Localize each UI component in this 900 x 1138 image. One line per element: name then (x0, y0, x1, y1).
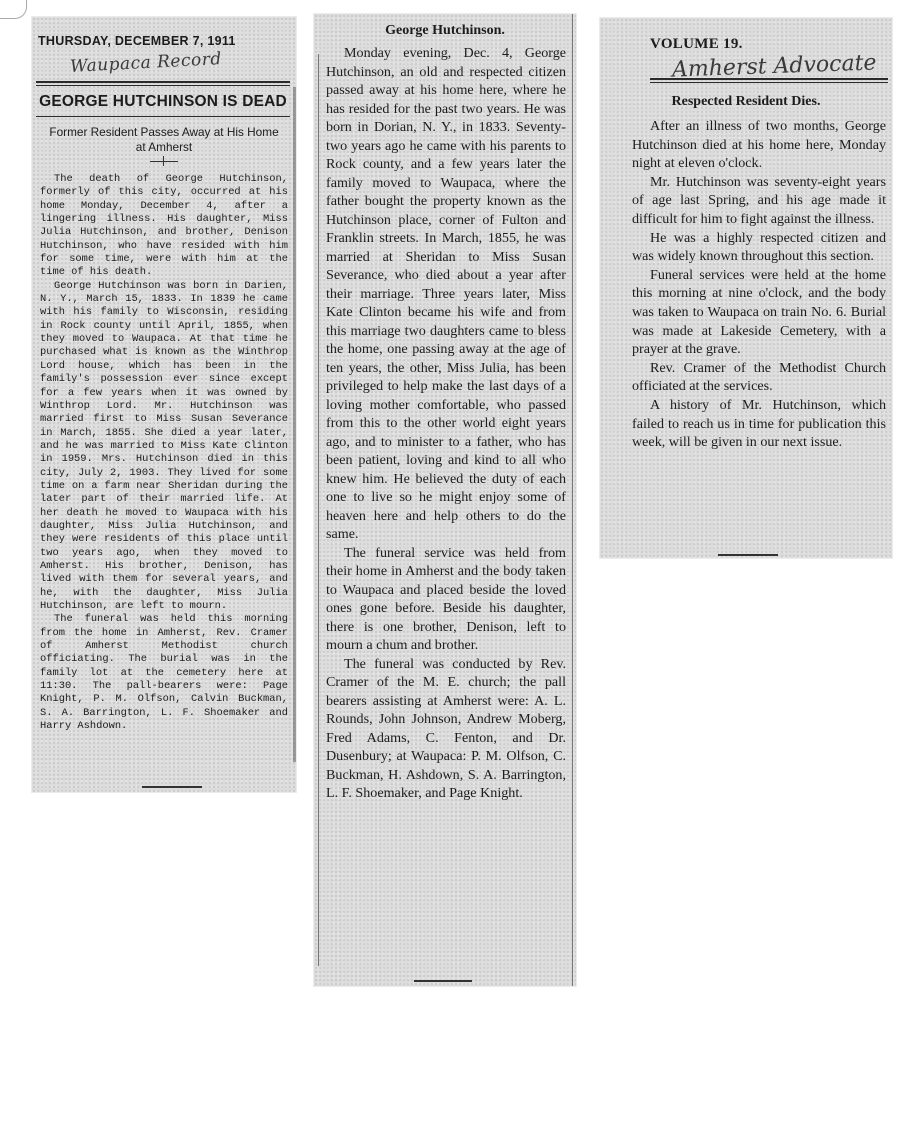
paragraph: He was a highly respected citizen and was widely known throughout this section. (632, 229, 886, 265)
clipping-george-hutchinson (314, 14, 576, 986)
corner-pencil-mark (0, 0, 27, 19)
handwritten-source-note: Amherst Advocate (671, 50, 877, 83)
paragraph: Monday evening, Dec. 4, George Hutchinson, an old and respected citizen passed away at his home here, where he has resided for the past two years. He was born in Dorian, N. Y., in 1833. Seventy-two years ago he came with his parents to Rock county, and a few years later the family moved to Waupaca, where the father bought the property known as the Hutchinson place, corner of Fulton and Franklin streets. In March, 1855, he was married at Sheridan to Miss Susan Severance, who died about a year after their marriage. Three years later, Miss Kate Clinton became his wife and from this marriage two daughters came to bless the home, one passing away at the age of ten years, the other, Miss Julia, has been privileged to help make the last days of a loving mother comfortable, who passed from this to the other world eight years ago, and to minister to a father, who has been patient, loving and kind to all who knew him. He believed the duty of each one to live so he might enjoy some of heaven here and help others to do the same. (326, 45, 566, 542)
paragraph: Funeral services were held at the home this morning at nine o'clock, and the body was taken to Waupaca on train No. 6. Burial was made at Lakeside Cemetery, with a prayer at the grave. (632, 266, 886, 358)
end-rule (718, 554, 778, 556)
paragraph: George Hutchinson was born in Darien, N. Y., March 15, 1833. In 1839 he came with his family to Wisconsin, residing in Rock county until April, 1855, when they moved to Waupaca. At that time he purchased what is known as the Winthrop Lord house, which has been in the family's possession ever since except for a few years when it was owned by Winthrop Lord. Mr. Hutchinson was married first to Miss Susan Severance in March, 1855. She died a year later, and he was married to Miss Kate Clinton in 1959. Mrs. Hutchinson died in this city, July 2, 1903. They lived for some time on a farm near Sheridan during the later part of their married life. At her death he moved to Waupaca with his daughter, Miss Julia Hutchinson, and they were residents of this place until two years ago, when they moved to Amherst. His brother, Denison, has lived with them for several years, and he, with the daughter, Miss Julia Hutchinson, are left to mourn. (40, 279, 288, 612)
article-title: George Hutchinson. (385, 23, 505, 38)
end-rule (414, 980, 472, 982)
header-rule (650, 78, 888, 80)
volume-label: VOLUME 19. (650, 36, 743, 52)
header-rule (36, 81, 290, 83)
article-body (326, 44, 566, 803)
headline: GEORGE HUTCHINSON IS DEAD (39, 93, 287, 110)
paragraph: The funeral service was held from their home in Amherst and the body taken to Waupaca and placed beside the loved ones gone before. Beside his daughter, there is one brother, Denison, left to mourn a chum and brother. (326, 544, 566, 653)
paragraph: Rev. Cramer of the Methodist Church officiated at the services. (632, 359, 886, 395)
paragraph: After an illness of two months, George Hutchinson died at his home here, Monday night at eleven o'clock. (632, 118, 886, 172)
header-rule-thin (36, 85, 290, 86)
column-edge-right (572, 14, 573, 986)
article-body (632, 117, 886, 452)
headline: Respected Resident Dies. (671, 94, 821, 109)
header-rule-thin (650, 82, 888, 83)
subheadline: Former Resident Passes Away at His Home at Amherst (49, 125, 279, 154)
ornament-divider (150, 161, 178, 162)
clipping-waupaca-record (32, 17, 296, 792)
headline-rule (36, 116, 290, 117)
paragraph: Mr. Hutchinson was seventy-eight years of age last Spring, and his age made it difficult for him to fight against the illness. (632, 173, 886, 227)
clipping-edge (293, 87, 296, 762)
paragraph: The funeral was held this morning from the home in Amherst, Rev. Cramer of Amherst Methodist church officiating. The burial was in the family lot at the cemetery here at 11:30. The pall-bearers were: Page Knight, P. M. Olfson, Calvin Buckman, S. A. Barrington, L. F. Shoemaker and Harry Ashdown. (40, 613, 288, 733)
column-edge-left (318, 54, 319, 966)
paragraph: The funeral was conducted by Rev. Cramer of the M. E. church; the pall bearers assisting at Amherst were: A. L. Rounds, John Johnson, Andrew Moberg, Fred Adams, C. Fenton, and Dr. Dusenbury; at Waupaca: P. M. Olfson, C. Buckman, H. Ashdown, S. A. Barrington, L. F. Shoemaker, and Page Knight. (326, 655, 566, 801)
paragraph: The death of George Hutchinson, formerly of this city, occurred at his home Monday, December 4, after a lingering illness. His daughter, Miss Julia Hutchinson, and brother, Denison Hutchinson, who have resided with him for some time, were with him at the time of his death. (40, 173, 288, 279)
article-body (40, 173, 288, 733)
paragraph: A history of Mr. Hutchinson, which failed to reach us in time for publication this week, will be given in our next issue. (632, 396, 886, 451)
dateline: THURSDAY, DECEMBER 7, 1911 (38, 34, 236, 48)
handwritten-source-note: Waupaca Record (69, 49, 223, 77)
clipping-amherst-advocate (600, 18, 892, 558)
end-rule (142, 786, 202, 788)
